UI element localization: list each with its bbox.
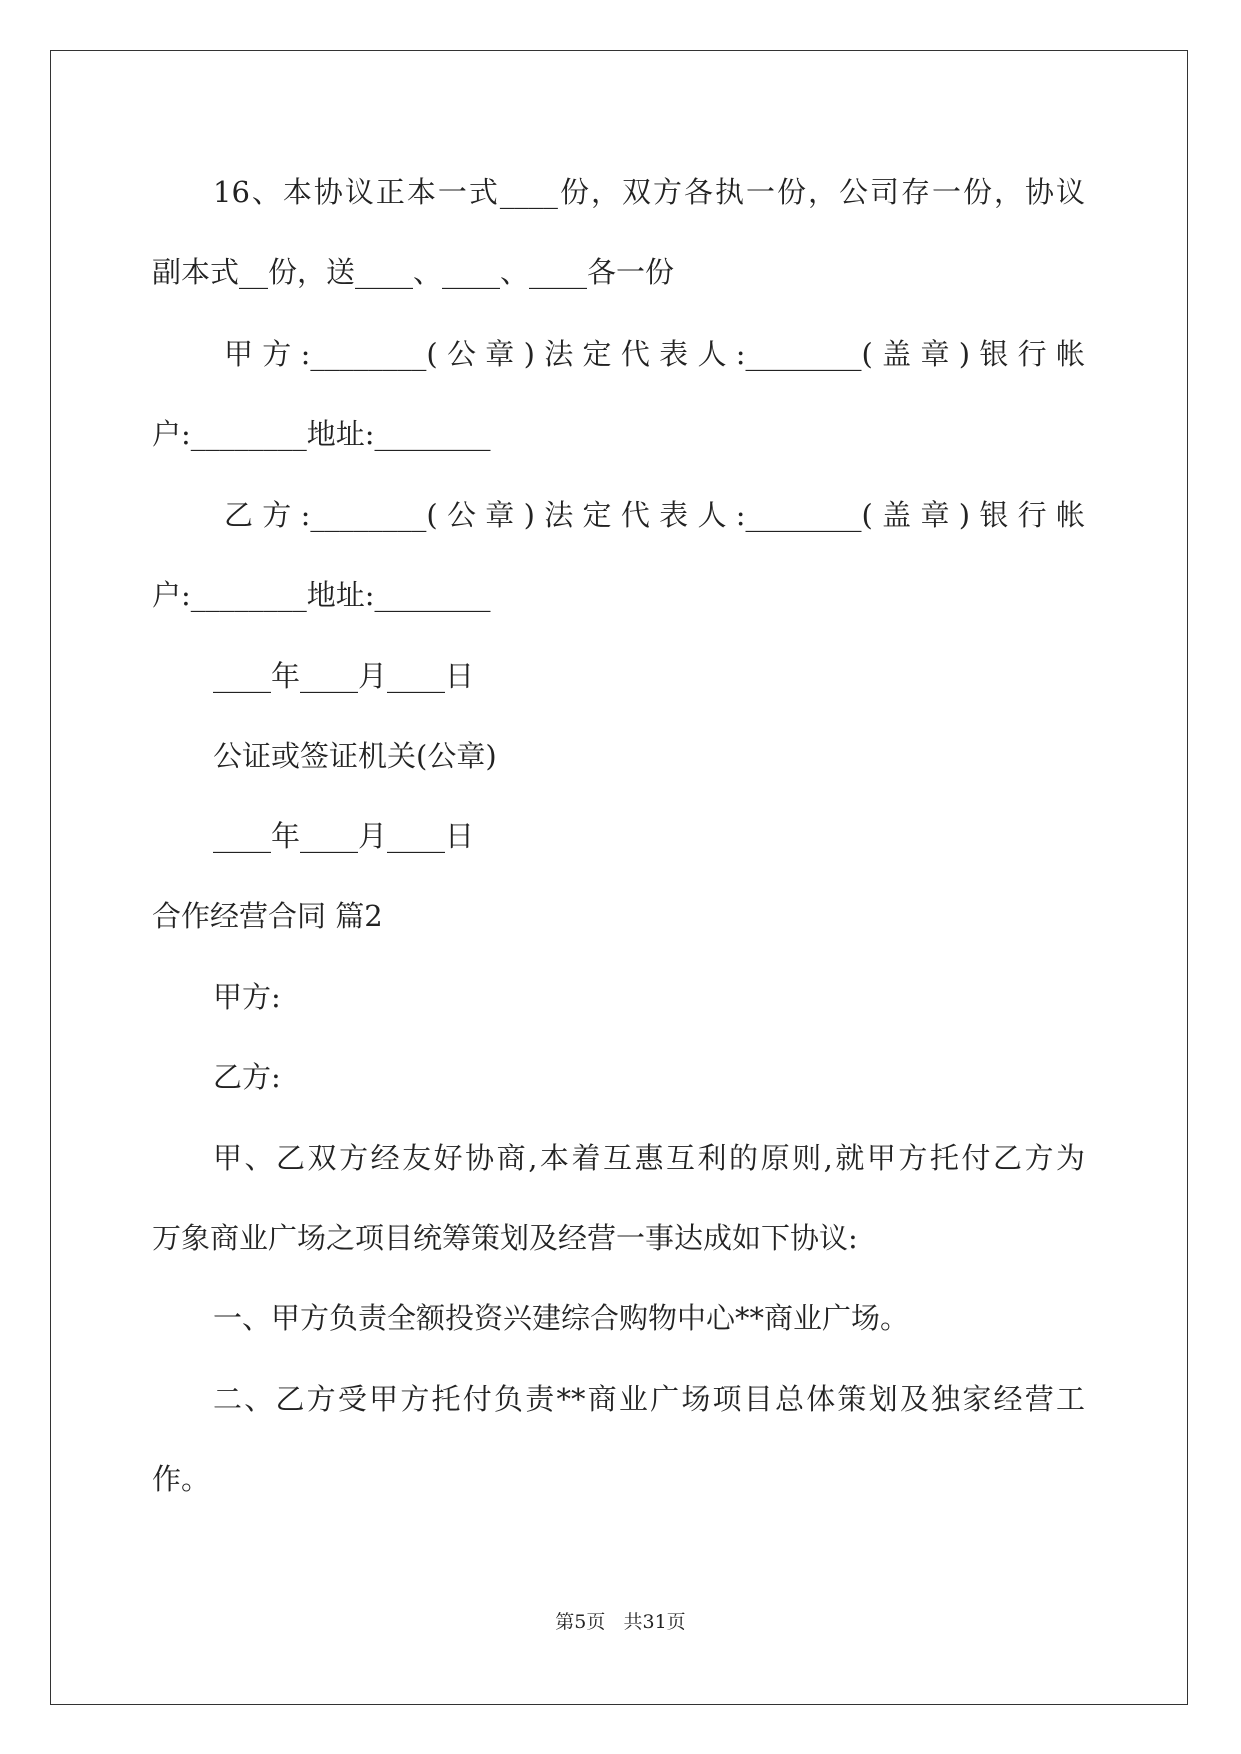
party-b-line-1: 乙方:________(公章)法定代表人:________(盖章)银行帐 <box>224 498 1085 532</box>
intro-line-2: 万象商业广场之项目统筹策划及经营一事达成如下协议: <box>152 1221 858 1255</box>
date-line-2: ____年____月____日 <box>213 819 475 853</box>
page-border <box>50 50 1188 1705</box>
intro-line-1: 甲、乙双方经友好协商,本着互惠互利的原则,就甲方托付乙方为 <box>213 1141 1085 1175</box>
party-a-line-1: 甲方:________(公章)法定代表人:________(盖章)银行帐 <box>224 337 1085 371</box>
party-a-label: 甲方: <box>213 980 281 1014</box>
notary-line: 公证或签证机关(公章) <box>213 739 497 773</box>
date-line-1: ____年____月____日 <box>213 659 475 693</box>
clause-16-line-1: 16、本协议正本一式____份，双方各执一份，公司存一份，协议 <box>213 175 1085 209</box>
party-b-line-2: 户:________地址:________ <box>152 578 491 612</box>
page-number-footer: 第5页 共31页 <box>555 1611 686 1633</box>
party-a-line-2: 户:________地址:________ <box>152 417 491 451</box>
clause-16-line-2: 副本式__份，送____、____、____各一份 <box>152 255 675 289</box>
section-title: 合作经营合同 篇2 <box>152 899 383 933</box>
clause-1: 一、甲方负责全额投资兴建综合购物中心**商业广场。 <box>213 1301 910 1335</box>
clause-2-line-2: 作。 <box>152 1462 211 1496</box>
clause-2-line-1: 二、乙方受甲方托付负责**商业广场项目总体策划及独家经营工 <box>213 1382 1085 1416</box>
party-b-label: 乙方: <box>213 1060 281 1094</box>
